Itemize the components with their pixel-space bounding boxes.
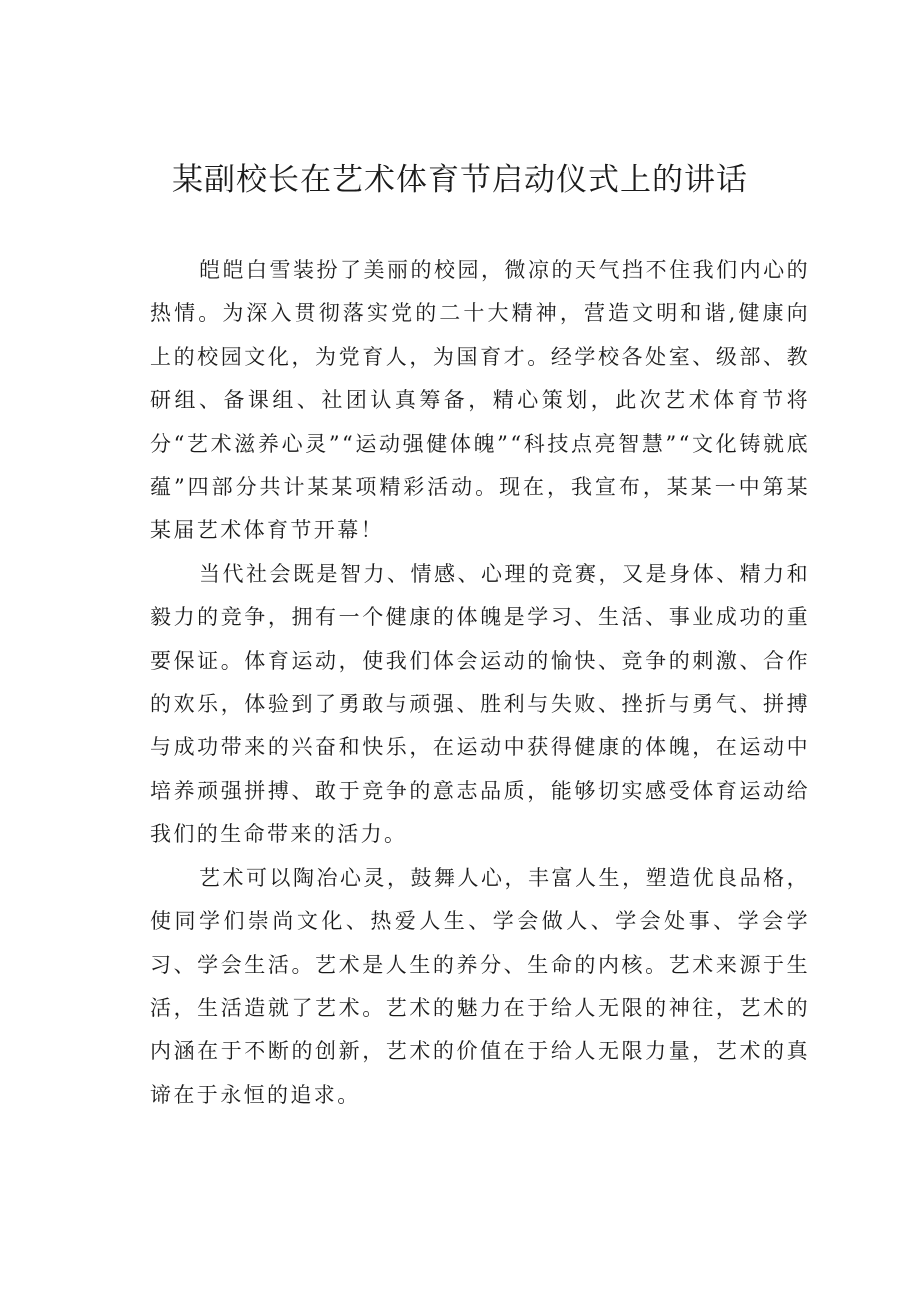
document-body	[150, 249, 810, 1117]
paragraph-sports: 当代社会既是智力、情感、心理的竞赛，又是身体、精力和毅力的竞争，拥有一个健康的体魄是学习、生活、事业成功的重要保证。体育运动，使我们体会运动的愉快、竞争的刺激、合作的欢乐，体验到了勇敢与顽强、胜利与失败、挫折与勇气、拼搏与成功带来的兴奋和快乐，在运动中获得健康的体魄，在运动中培养顽强拼搏、敢于竞争的意志品质，能够切实感受体育运动给我们的生命带来的活力。	[150, 561, 810, 847]
paragraph-opening: 皑皑白雪装扮了美丽的校园，微凉的天气挡不住我们内心的热情。为深入贯彻落实党的二十大精神，营造文明和谐,健康向上的校园文化，为党育人，为国育才。经学校各处室、级部、教研组、备课组、社团认真筹备，精心策划，此次艺术体育节将分“艺术滋养心灵”“运动强健体魄”“科技点亮智慧”“文化铸就底蕴”四部分共计某某项精彩活动。现在，我宣布，某某一中第某某届艺术体育节开幕！	[150, 258, 810, 543]
paragraph-arts: 艺术可以陶冶心灵，鼓舞人心，丰富人生，塑造优良品格，使同学们崇尚文化、热爱人生、学会做人、学会处事、学会学习、学会生活。艺术是人生的养分、生命的内核。艺术来源于生活，生活造就了艺术。艺术的魅力在于给人无限的神往，艺术的内涵在于不断的创新，艺术的价值在于给人无限力量，艺术的真谛在于永恒的追求。	[150, 865, 810, 1107]
document-title: 某副校长在艺术体育节启动仪式上的讲话	[172, 162, 748, 198]
